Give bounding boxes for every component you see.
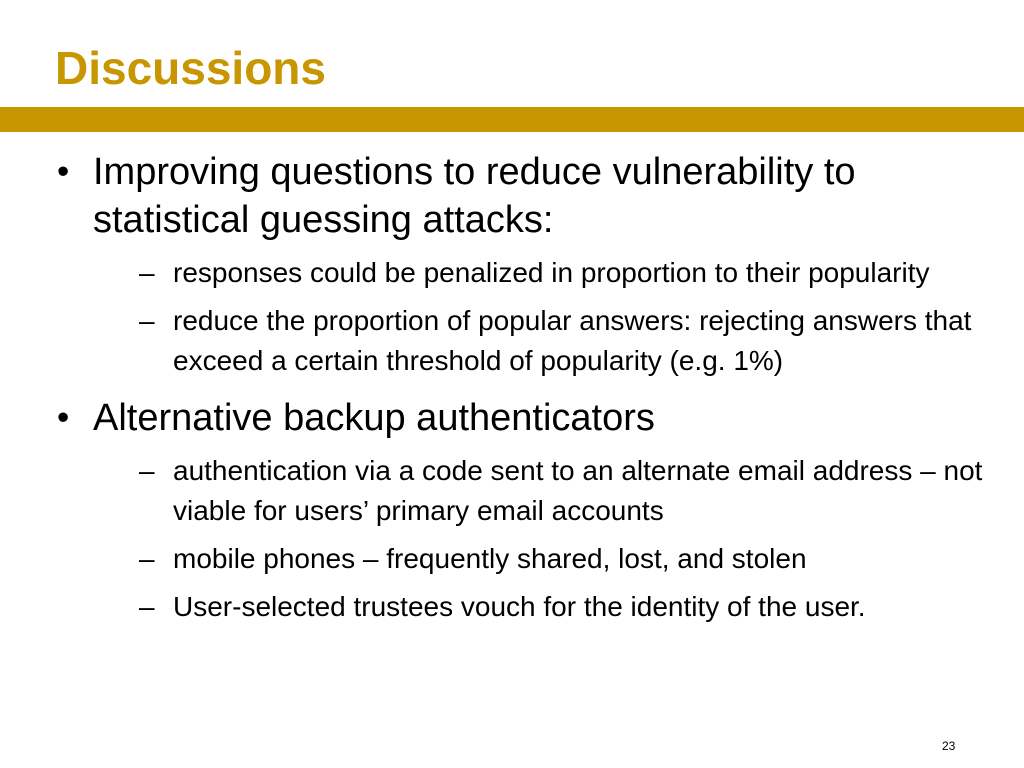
sub-bullet-text: mobile phones – frequently shared, lost, and stolen bbox=[173, 543, 807, 574]
sub-bullet-list bbox=[93, 451, 997, 627]
sub-bullet-marker: – bbox=[139, 257, 155, 288]
sub-bullet-marker: – bbox=[139, 543, 155, 574]
bullet-item bbox=[57, 148, 997, 381]
sub-bullet-item bbox=[93, 587, 997, 627]
bullet-marker: • bbox=[57, 398, 70, 437]
sub-bullet-item bbox=[93, 451, 997, 531]
sub-bullet-text: User-selected trustees vouch for the identity of the user. bbox=[173, 591, 866, 622]
sub-bullet-marker: – bbox=[139, 455, 155, 486]
slide-title: Discussions bbox=[55, 42, 326, 94]
sub-bullet-text: authentication via a code sent to an alternate email address – not viable for users’ primary email accounts bbox=[173, 455, 983, 526]
bullet-text: Alternative backup authenticators bbox=[93, 397, 655, 439]
sub-bullet-item bbox=[93, 539, 997, 579]
bullet-marker: • bbox=[57, 152, 70, 191]
bullet-item bbox=[57, 394, 997, 627]
sub-bullet-text: reduce the proportion of popular answers: rejecting answers that exceed a certain threshold of popularity (e.g. 1%) bbox=[173, 305, 972, 376]
sub-bullet-marker: – bbox=[139, 305, 155, 336]
sub-bullet-item bbox=[93, 301, 997, 381]
title-underline-bar bbox=[0, 107, 1024, 132]
slide-number: 23 bbox=[942, 739, 956, 753]
sub-bullet-list bbox=[93, 253, 997, 381]
slide-content bbox=[57, 148, 997, 635]
sub-bullet-text: responses could be penalized in proportion to their popularity bbox=[173, 257, 930, 288]
bullet-text: Improving questions to reduce vulnerability to statistical guessing attacks: bbox=[93, 151, 856, 241]
sub-bullet-marker: – bbox=[139, 591, 155, 622]
sub-bullet-item bbox=[93, 253, 997, 293]
